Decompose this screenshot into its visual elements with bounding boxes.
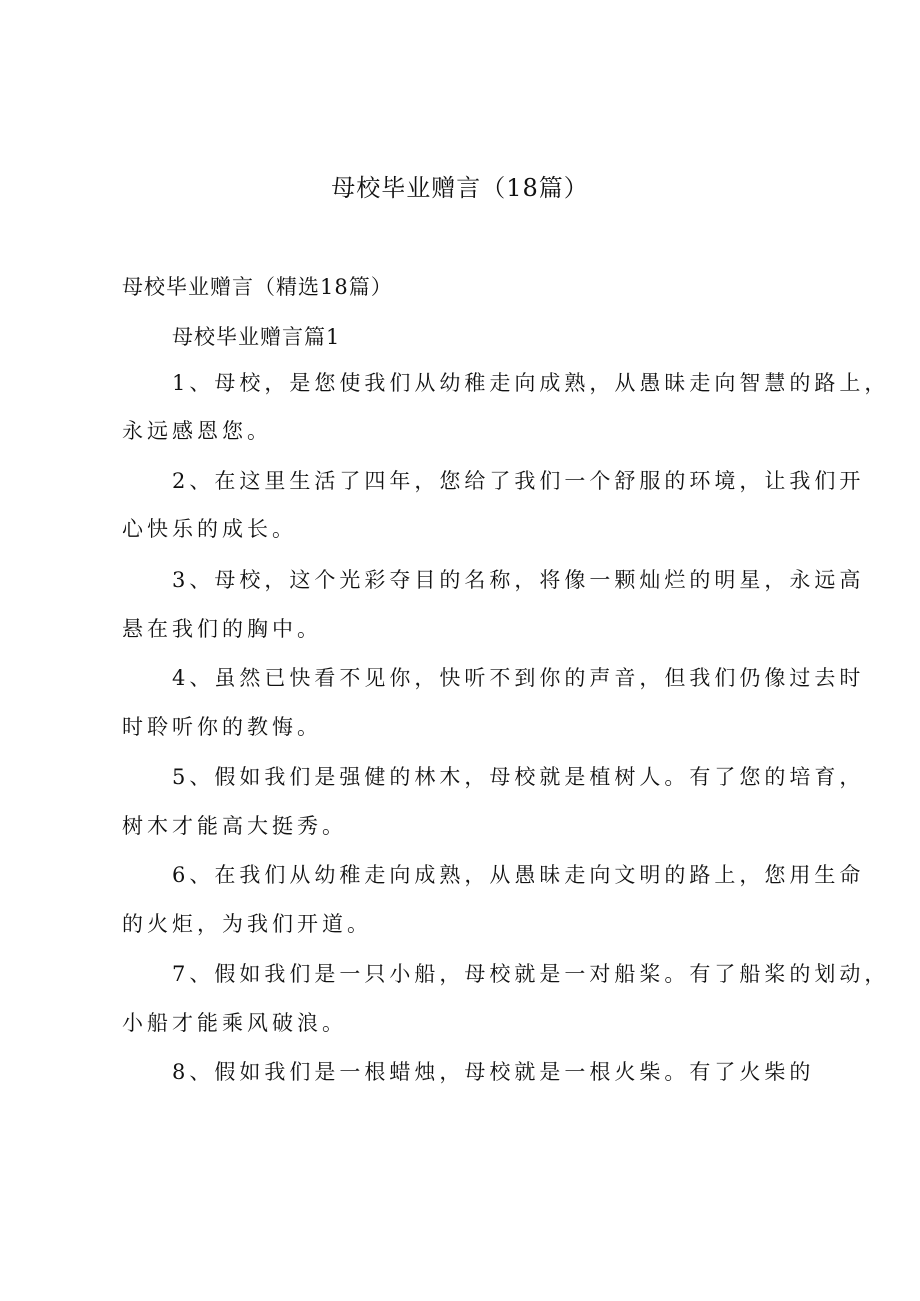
paragraph-4-line-2: 时聆听你的教悔。	[122, 715, 322, 739]
paragraph-7-line-1: 7、假如我们是一只小船，母校就是一对船桨。有了船桨的划动，	[172, 962, 890, 986]
paragraph-5-line-1: 5、假如我们是强健的林木，母校就是植树人。有了您的培育，	[172, 765, 865, 789]
paragraph-6-line-1: 6、在我们从幼稚走向成熟，从愚昧走向文明的路上，您用生命	[172, 863, 865, 887]
paragraph-5-line-2: 树木才能高大挺秀。	[122, 814, 347, 838]
section-heading: 母校毕业赠言篇1	[172, 325, 341, 349]
paragraph-2-line-2: 心快乐的成长。	[122, 517, 297, 541]
paragraph-6-line-2: 的火炬，为我们开道。	[122, 912, 372, 936]
paragraph-2-line-1: 2、在这里生活了四年，您给了我们一个舒服的环境，让我们开	[172, 469, 865, 493]
paragraph-8-line-1: 8、假如我们是一根蜡烛，母校就是一根火柴。有了火柴的	[172, 1060, 815, 1084]
paragraph-7-line-2: 小船才能乘风破浪。	[122, 1011, 347, 1035]
paragraph-3-line-2: 悬在我们的胸中。	[122, 617, 322, 641]
paragraph-1-line-1: 1、母校，是您使我们从幼稚走向成熟，从愚昧走向智慧的路上，	[172, 371, 890, 395]
paragraph-1-line-2: 永远感恩您。	[122, 419, 272, 443]
paragraph-3-line-1: 3、母校，这个光彩夺目的名称，将像一颗灿烂的明星，永远高	[172, 568, 865, 592]
document-title: 母校毕业赠言（18篇）	[331, 174, 589, 202]
paragraph-4-line-1: 4、虽然已快看不见你，快听不到你的声音，但我们仍像过去时	[172, 666, 865, 690]
document-subtitle: 母校毕业赠言（精选18篇）	[122, 275, 393, 299]
